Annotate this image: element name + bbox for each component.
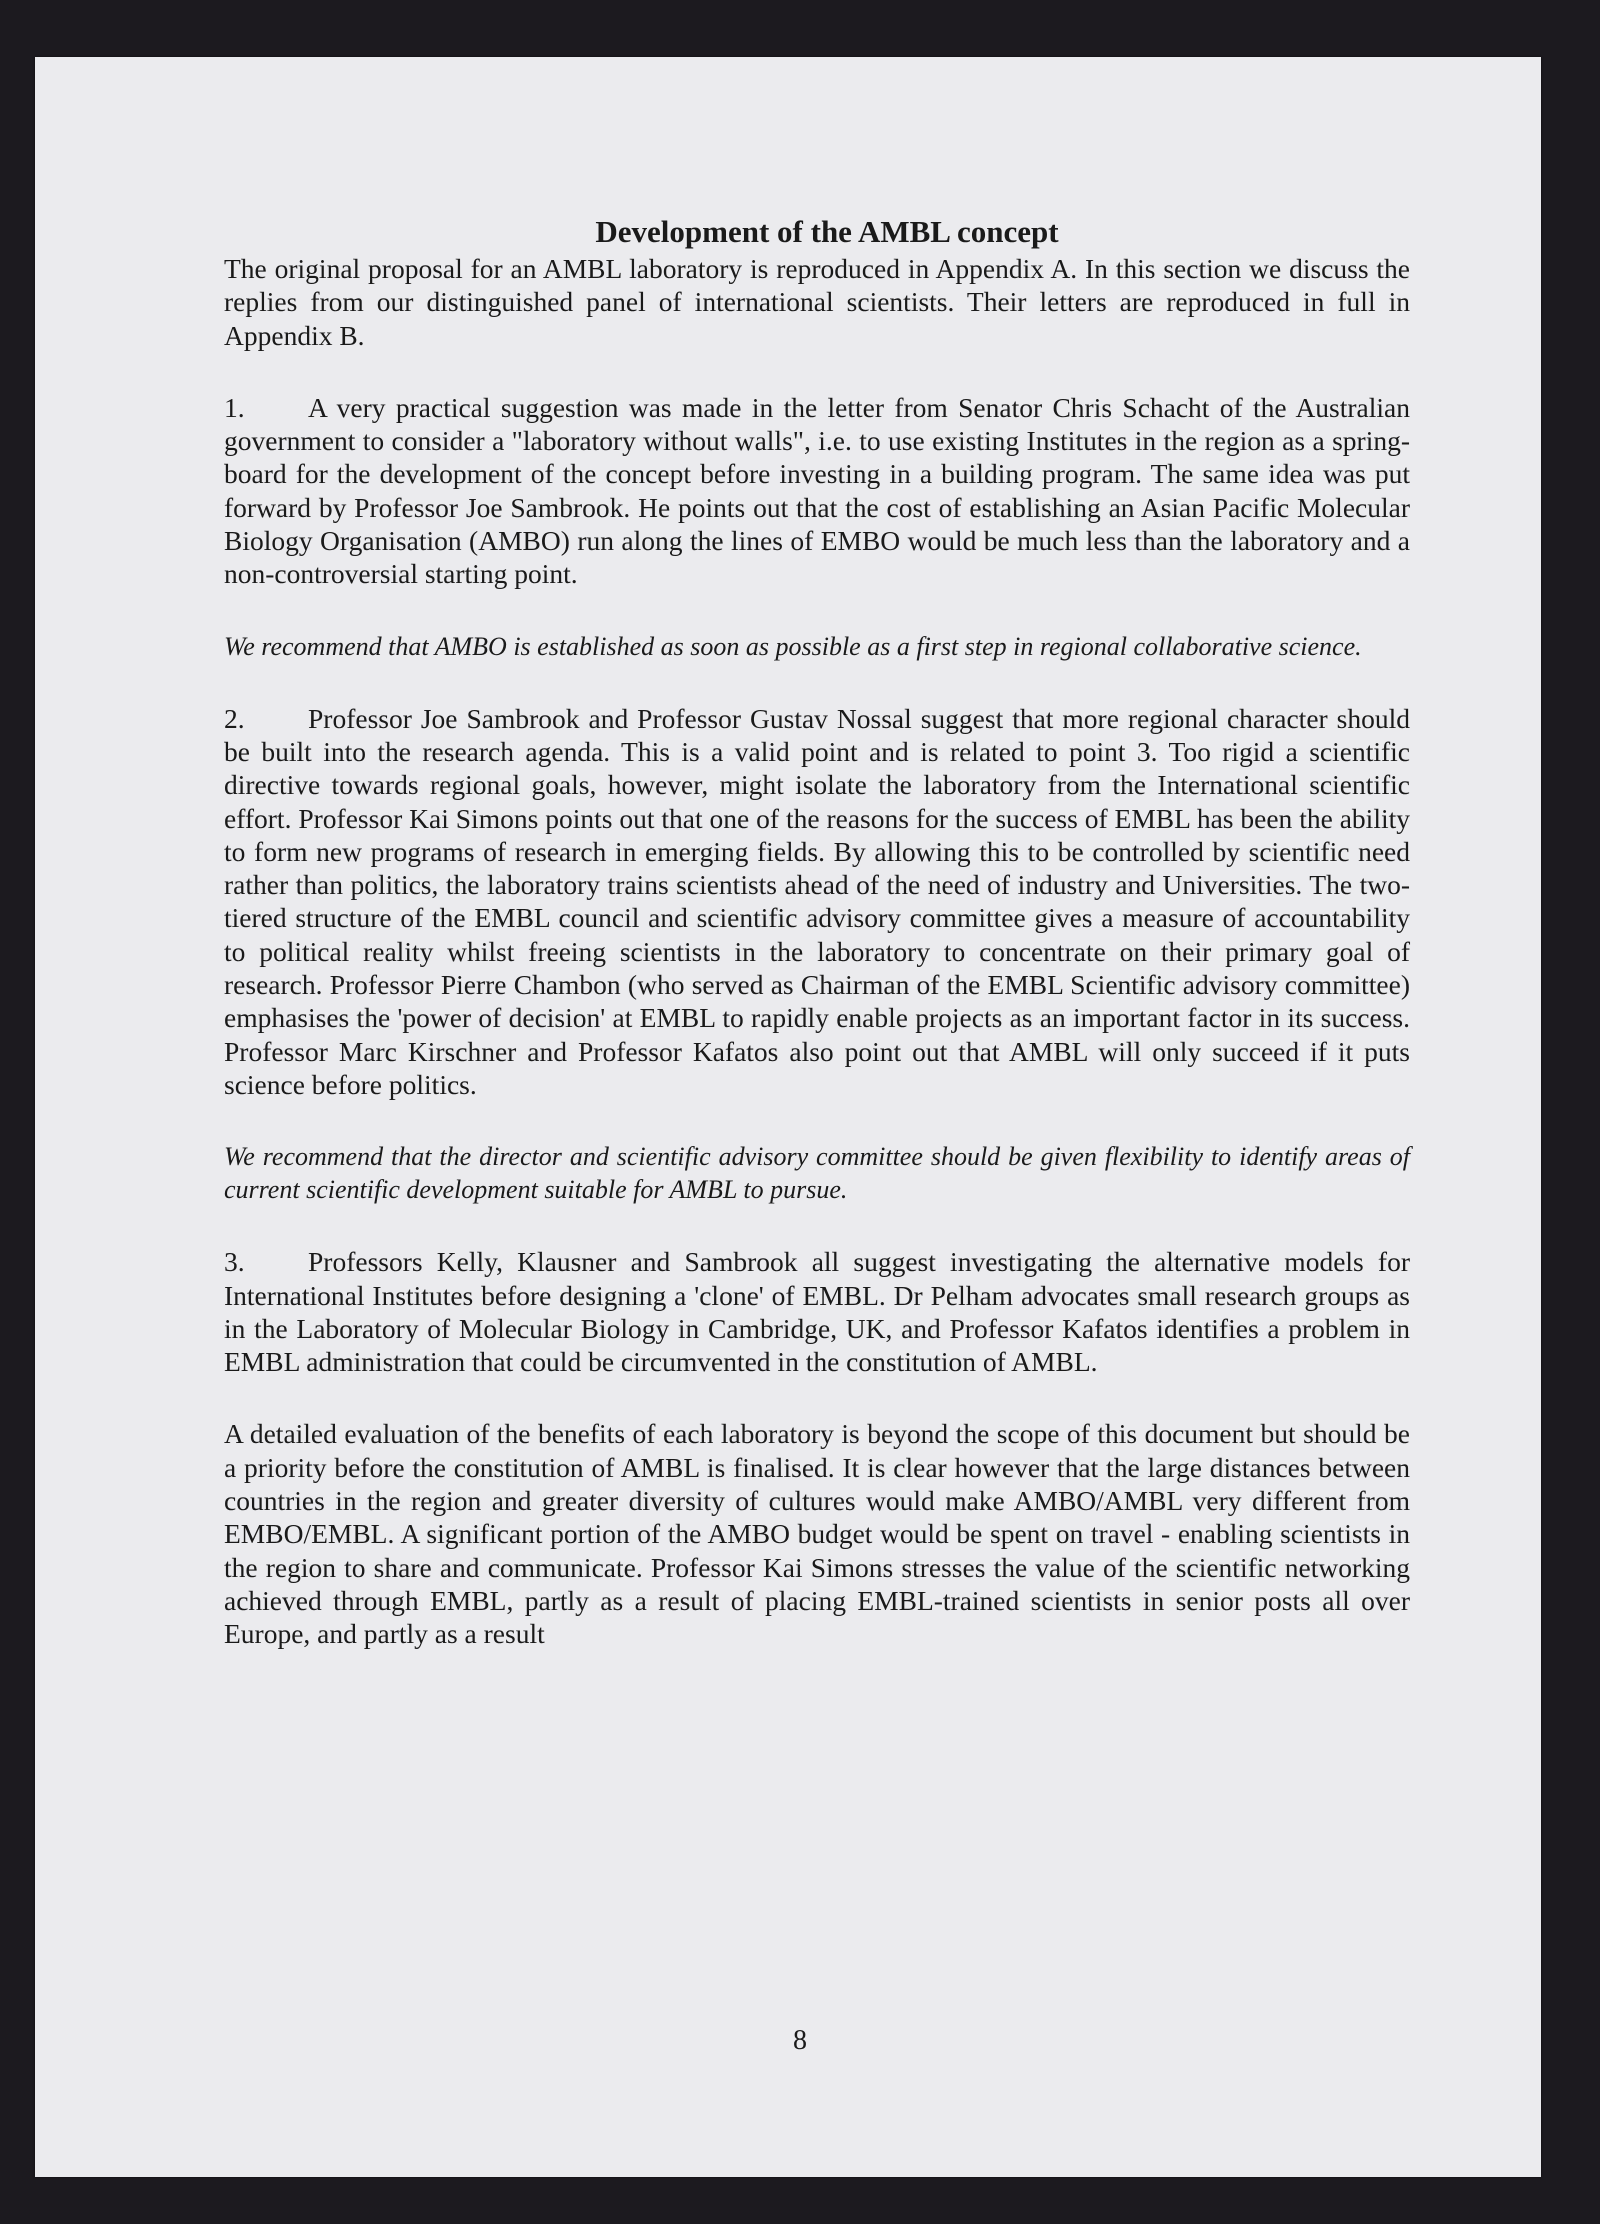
section-1-number: 1. — [224, 391, 245, 423]
document-page — [35, 57, 1541, 2177]
closing-paragraph: A detailed evaluation of the benefits of each laboratory is beyond the scope of this document but should be a priority before the constitution of AMBL is finalised. It is clear however that the large distances between countries in the region and greater diversity of cultures would make AMBO/AMBL very different from EMBO/EMBL. A significant portion of the AMBO budget would be spent on travel - enabling scientists in the region to share and communicate. Professor Kai Simons stresses the value of the scientific networking achieved through EMBL, partly as a result of placing EMBL-trained scientists in senior posts all over Europe, and partly as a result — [224, 1418, 1410, 1650]
section-1 — [224, 391, 1410, 591]
intro-paragraph: The original proposal for an AMBL laboratory is reproduced in Appendix A. In this section we discuss the replies from our distinguished panel of international scientists. Their letters are reproduced in full in Appendix B. — [224, 253, 1410, 351]
section-1-text: A very practical suggestion was made in the letter from Senator Chris Schacht of the Australian government to consider a "laboratory without walls", i.e. to use existing Institutes in the region as a spring-board for the development of the concept before investing in a building program. The same idea was put forward by Professor Joe Sambrook. He points out that the cost of establishing an Asian Pacific Molecular Biology Organisation (AMBO) run along the lines of EMBO would be much less than the laboratory and a non-controversial starting point. — [224, 391, 1410, 590]
page-body — [224, 212, 1410, 1651]
page-title: Development of the AMBL concept — [595, 214, 1059, 249]
section-2-number: 2. — [224, 702, 245, 734]
section-3-text: Professors Kelly, Klausner and Sambrook all suggest investigating the alternative models for International Institutes before designing a 'clone' of EMBL. Dr Pelham advocates small research groups as in the Laboratory of Molecular Biology in Cambridge, UK, and Professor Kafatos identifies a problem in EMBL administration that could be circumvented in the constitution of AMBL. — [224, 1246, 1410, 1378]
section-2-text: Professor Joe Sambrook and Professor Gustav Nossal suggest that more regional character should be built into the research agenda. This is a valid point and is related to point 3. Too rigid a scientific directive towards regional goals, however, might isolate the laboratory from the International scientific effort. Professor Kai Simons points out that one of the reasons for the success of EMBL has been the ability to form new programs of research in emerging fields. By allowing this to be controlled by scientific need rather than politics, the laboratory trains scientists ahead of the need of industry and Universities. The two-tiered structure of the EMBL council and scientific advisory committee gives a measure of accountability to political reality whilst freeing scientists in the laboratory to concentrate on their primary goal of research. Professor Pierre Chambon (who served as Chairman of the EMBL Scientific advisory committee) emphasises the 'power of decision' at EMBL to rapidly enable projects as an important factor in its success. Professor Marc Kirschner and Professor Kafatos also point out that AMBL will only succeed if it puts science before politics. — [224, 702, 1410, 1100]
section-2 — [224, 702, 1410, 1102]
section-3-number: 3. — [224, 1246, 245, 1278]
section-3 — [224, 1245, 1410, 1378]
page-number: 8 — [793, 2025, 807, 2056]
recommendation-1: We recommend that AMBO is established as soon as possible as a first step in regional collaborative science. — [224, 631, 1362, 661]
recommendation-2: We recommend that the director and scientific advisory committee should be given flexibility to identify areas of current scientific development suitable for AMBL to pursue. — [224, 1142, 1410, 1205]
